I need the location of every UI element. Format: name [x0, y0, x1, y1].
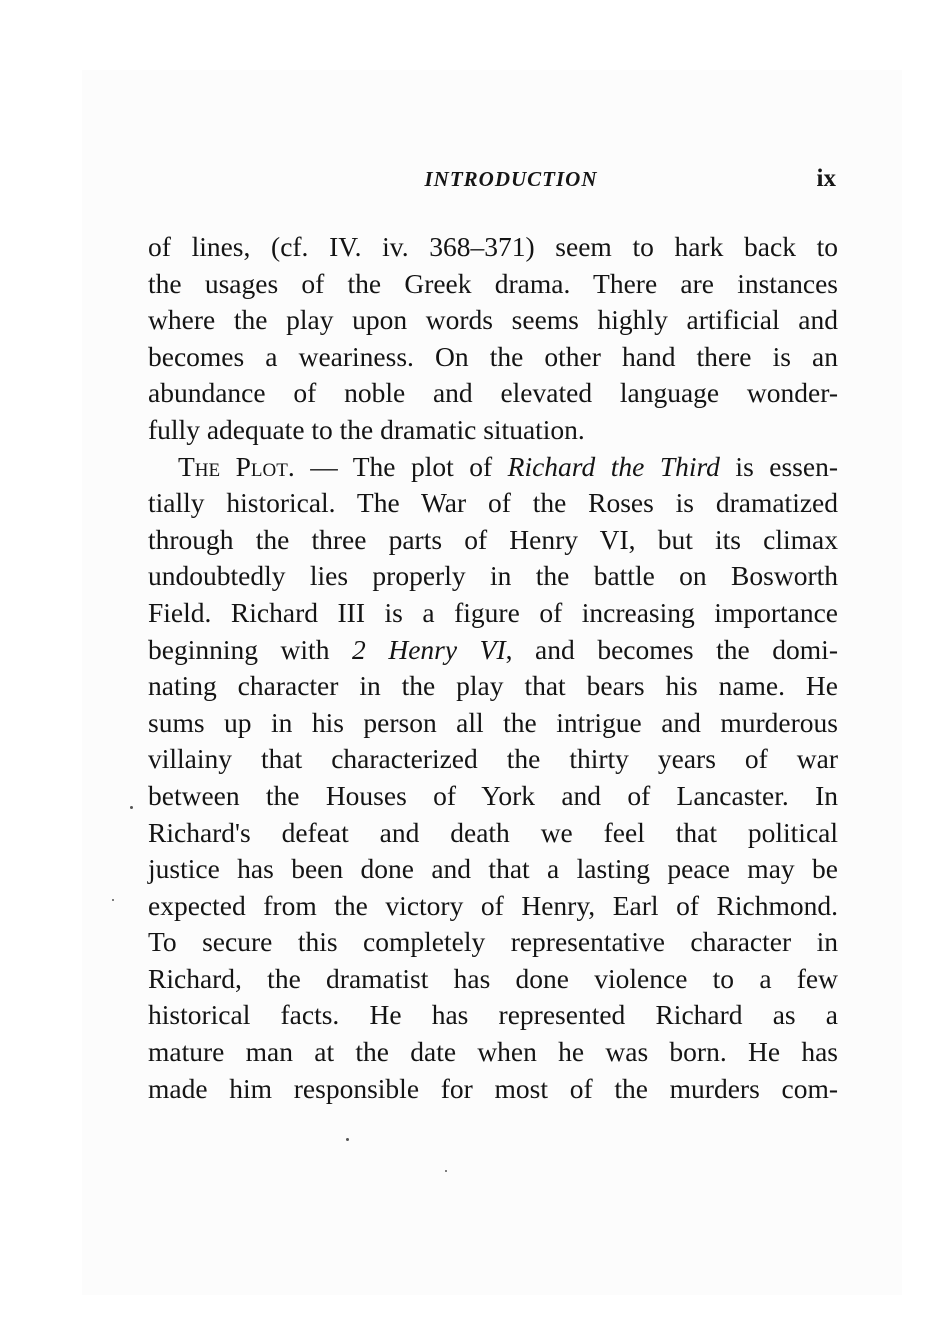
text-line: Richard, the dramatist has done violence to a few [148, 962, 838, 994]
text-line: nating character in the play that bears his name. He [148, 670, 838, 702]
line-start: beginning with [148, 633, 353, 665]
text-line: abundance of noble and elevated language wonder- [148, 377, 838, 409]
text-line: tially historical. The War of the Roses is dramatized [148, 487, 838, 519]
line-end: , and becomes the domi- [505, 633, 838, 665]
text-line: mature man at the date when he was born. He has [148, 1036, 838, 1068]
text-line: expected from the victory of Henry, Earl of Richmond. [148, 889, 838, 921]
page-header [148, 167, 838, 199]
text-line [148, 632, 838, 669]
play-reference: 2 Henry VI [352, 633, 506, 665]
text-line: made him responsible for most of the murders com- [148, 1072, 838, 1104]
text-line: becomes a weariness. On the other hand there is an [148, 340, 838, 372]
paragraph-2 [148, 449, 838, 1108]
line-rest: is essen- [719, 450, 838, 482]
text-line: villainy that characterized the thirty years of war [148, 743, 838, 775]
running-head: INTRODUCTION [424, 167, 598, 191]
paragraph-1 [148, 229, 838, 449]
text-line: justice has been done and that a lasting peace may be [148, 853, 838, 885]
text-line: Field. Richard III is a figure of increasing importance [148, 596, 838, 628]
text-line: historical facts. He has represented Richard as a [148, 999, 838, 1031]
text-line: where the play upon words seems highly artificial and [148, 304, 838, 336]
text-line: of lines, (cf. IV. iv. 368–371) seem to hark back to [148, 231, 838, 262]
text-line [148, 449, 838, 486]
scan-speck [130, 806, 133, 809]
section-heading: The Plot. [178, 450, 295, 482]
scan-speck [445, 1170, 447, 1172]
play-title: Richard the Third [507, 450, 720, 482]
page-number: ix [816, 165, 836, 192]
text-line: To secure this completely representative character in [148, 926, 838, 958]
scan-speck [346, 1138, 349, 1141]
heading-dash: — The plot of [294, 450, 508, 482]
text-line: undoubtedly lies properly in the battle on Bosworth [148, 560, 838, 592]
text-line: between the Houses of York and of Lancaster. In [148, 779, 838, 811]
scan-speck [112, 899, 114, 901]
body-text [148, 229, 838, 1107]
text-line: Richard's defeat and death we feel that political [148, 816, 838, 848]
text-line: sums up in his person all the intrigue and murderous [148, 706, 838, 738]
text-line: the usages of the Greek drama. There are instances [148, 267, 838, 299]
text-line: fully adequate to the dramatic situation. [148, 413, 585, 445]
text-line: through the three parts of Henry VI, but its climax [148, 523, 838, 555]
